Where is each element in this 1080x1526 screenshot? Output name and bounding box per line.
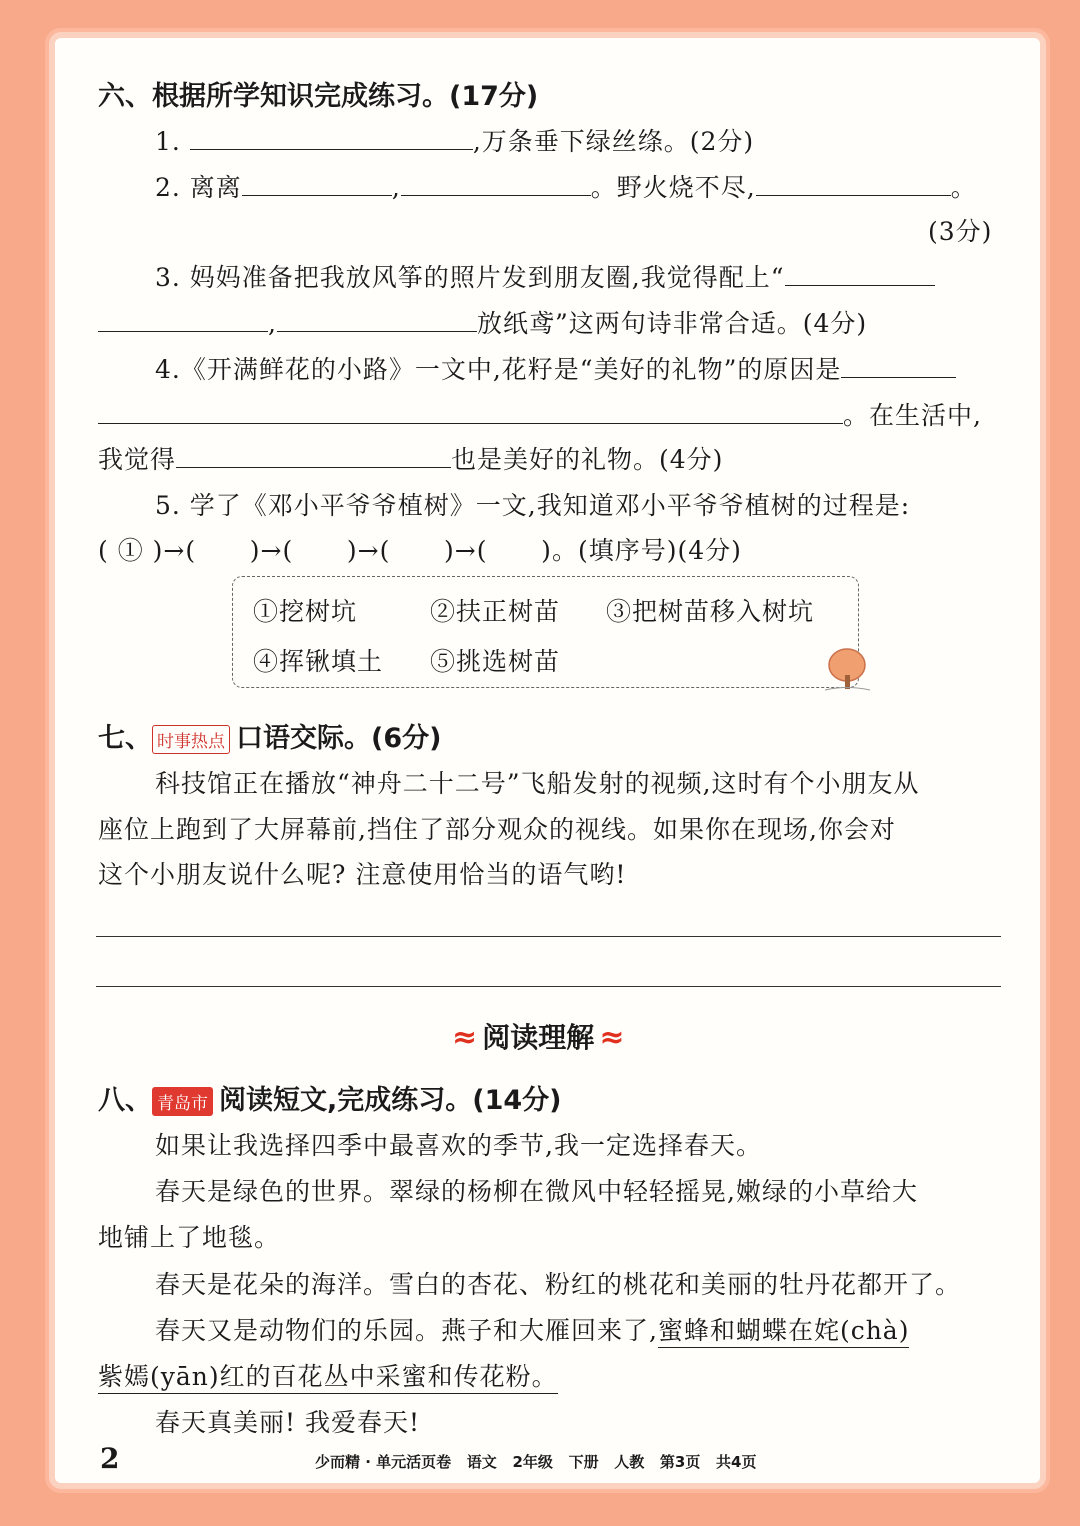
section-7-title (98, 716, 441, 755)
q1-num: 1. (155, 127, 181, 156)
q3-blank-2[interactable] (98, 305, 268, 332)
q4-line2 (98, 396, 982, 432)
s8-para-1: 如果让我选择四季中最喜欢的季节,我一定选择春天。 (155, 1131, 762, 1160)
q2-num: 2. 离离 (155, 173, 242, 202)
q3-comma: , (268, 309, 277, 338)
q1-tail: ,万条垂下绿丝绦。(2分) (472, 127, 755, 156)
wave-left-icon: ≈ (452, 1020, 478, 1055)
s8-para-3: 春天是花朵的海洋。雪白的杏花、粉红的桃花和美丽的牡丹花都开了。 (155, 1270, 962, 1299)
footer-info: 少而精 · 单元活页卷 语文 2年级 下册 人教 第3页 共4页 (315, 1453, 757, 1471)
section-8-heading: 阅读短文,完成练习。(14分) (219, 1085, 562, 1116)
q4-text-c: 我觉得 (98, 445, 177, 474)
q3-blank-1[interactable] (785, 259, 935, 286)
q2-blank-2[interactable] (401, 169, 591, 196)
q4-text-a: 4.《开满鲜花的小路》一文中,花籽是“美好的礼物”的原因是 (155, 355, 842, 384)
q1-blank[interactable] (190, 123, 473, 150)
q4-text-b: 。在生活中, (843, 401, 982, 430)
q3-line2 (98, 304, 867, 340)
q2 (155, 168, 977, 204)
q3-text-a: 3. 妈妈准备把我放风筝的照片发到朋友圈,我觉得配上“ (155, 263, 785, 292)
q2-blank-1[interactable] (242, 169, 392, 196)
q4-blank-2[interactable] (98, 397, 843, 424)
section-8-prefix: 八、 (98, 1085, 152, 1116)
wave-right-icon: ≈ (599, 1020, 625, 1055)
q3-blank-3[interactable] (277, 305, 477, 332)
s8-para-2a: 春天是绿色的世界。翠绿的杨柳在微风中轻轻摇晃,嫩绿的小草给大 (155, 1177, 918, 1206)
s7-para-2: 座位上跑到了大屏幕前,挡住了部分观众的视线。如果你在现场,你会对 (98, 815, 896, 844)
q4-line3 (98, 440, 723, 476)
section-7-heading: 口语交际。(6分) (236, 723, 442, 754)
option-4: ④挥锹填土 (253, 647, 384, 676)
hot-topic-tag: 时事热点 (152, 725, 230, 754)
s8-para-4b (98, 1357, 558, 1393)
city-tag: 青岛市 (152, 1087, 213, 1116)
q4-text-d: 也是美好的礼物。(4分) (451, 445, 724, 474)
s7-para-1: 科技馆正在播放“神舟二十二号”飞船发射的视频,这时有个小朋友从 (155, 769, 920, 798)
option-2: ②扶正树苗 (430, 597, 561, 626)
tree-icon (820, 645, 875, 695)
section-8-title (98, 1078, 562, 1117)
s8-para-4b-underlined: 紫嫣(yān)红的百花丛中采蜜和传花粉。 (98, 1362, 558, 1394)
page-number: 2 (100, 1442, 120, 1475)
s7-para-3: 这个小朋友说什么呢? 注意使用恰当的语气哟! (98, 860, 627, 889)
q2-end: 。 (950, 173, 977, 202)
s8-para-4a (155, 1311, 909, 1347)
q2-blank-3[interactable] (756, 169, 951, 196)
answer-line-2[interactable] (96, 986, 1001, 987)
q3-text-b: 放纸鸢”这两句诗非常合适。(4分) (476, 309, 868, 338)
q3-line1 (155, 258, 935, 294)
q2-mid: 。野火烧不尽, (590, 173, 756, 202)
s8-para-5: 春天真美丽! 我爱春天! (155, 1408, 421, 1437)
q4-blank-3[interactable] (176, 441, 451, 468)
q4-line1 (155, 350, 956, 386)
reading-banner-title: 阅读理解 (482, 1021, 595, 1054)
section-7-prefix: 七、 (98, 723, 152, 754)
q2-comma: , (391, 173, 401, 202)
s8-para-2b: 地铺上了地毯。 (98, 1223, 281, 1252)
option-1: ①挖树坑 (253, 597, 358, 626)
q5-sequence: ( ① )→( )→( )→( )→( )。(填序号)(4分) (98, 536, 742, 565)
s8-para-4-plain: 春天又是动物们的乐园。燕子和大雁回来了, (155, 1316, 658, 1345)
q1 (155, 122, 754, 158)
answer-line-1[interactable] (96, 936, 1001, 937)
q4-blank-1[interactable] (841, 351, 956, 378)
option-5: ⑤挑选树苗 (430, 647, 561, 676)
reading-banner (452, 1016, 624, 1056)
option-3: ③把树苗移入树坑 (606, 597, 815, 626)
q5-line1: 5. 学了《邓小平爷爷植树》一文,我知道邓小平爷爷植树的过程是: (155, 491, 911, 520)
s8-para-4-underlined: 蜜蜂和蝴蝶在姹(chà) (658, 1316, 910, 1348)
q2-score: (3分) (928, 217, 993, 246)
section-6-title: 六、根据所学知识完成练习。(17分) (98, 81, 539, 112)
